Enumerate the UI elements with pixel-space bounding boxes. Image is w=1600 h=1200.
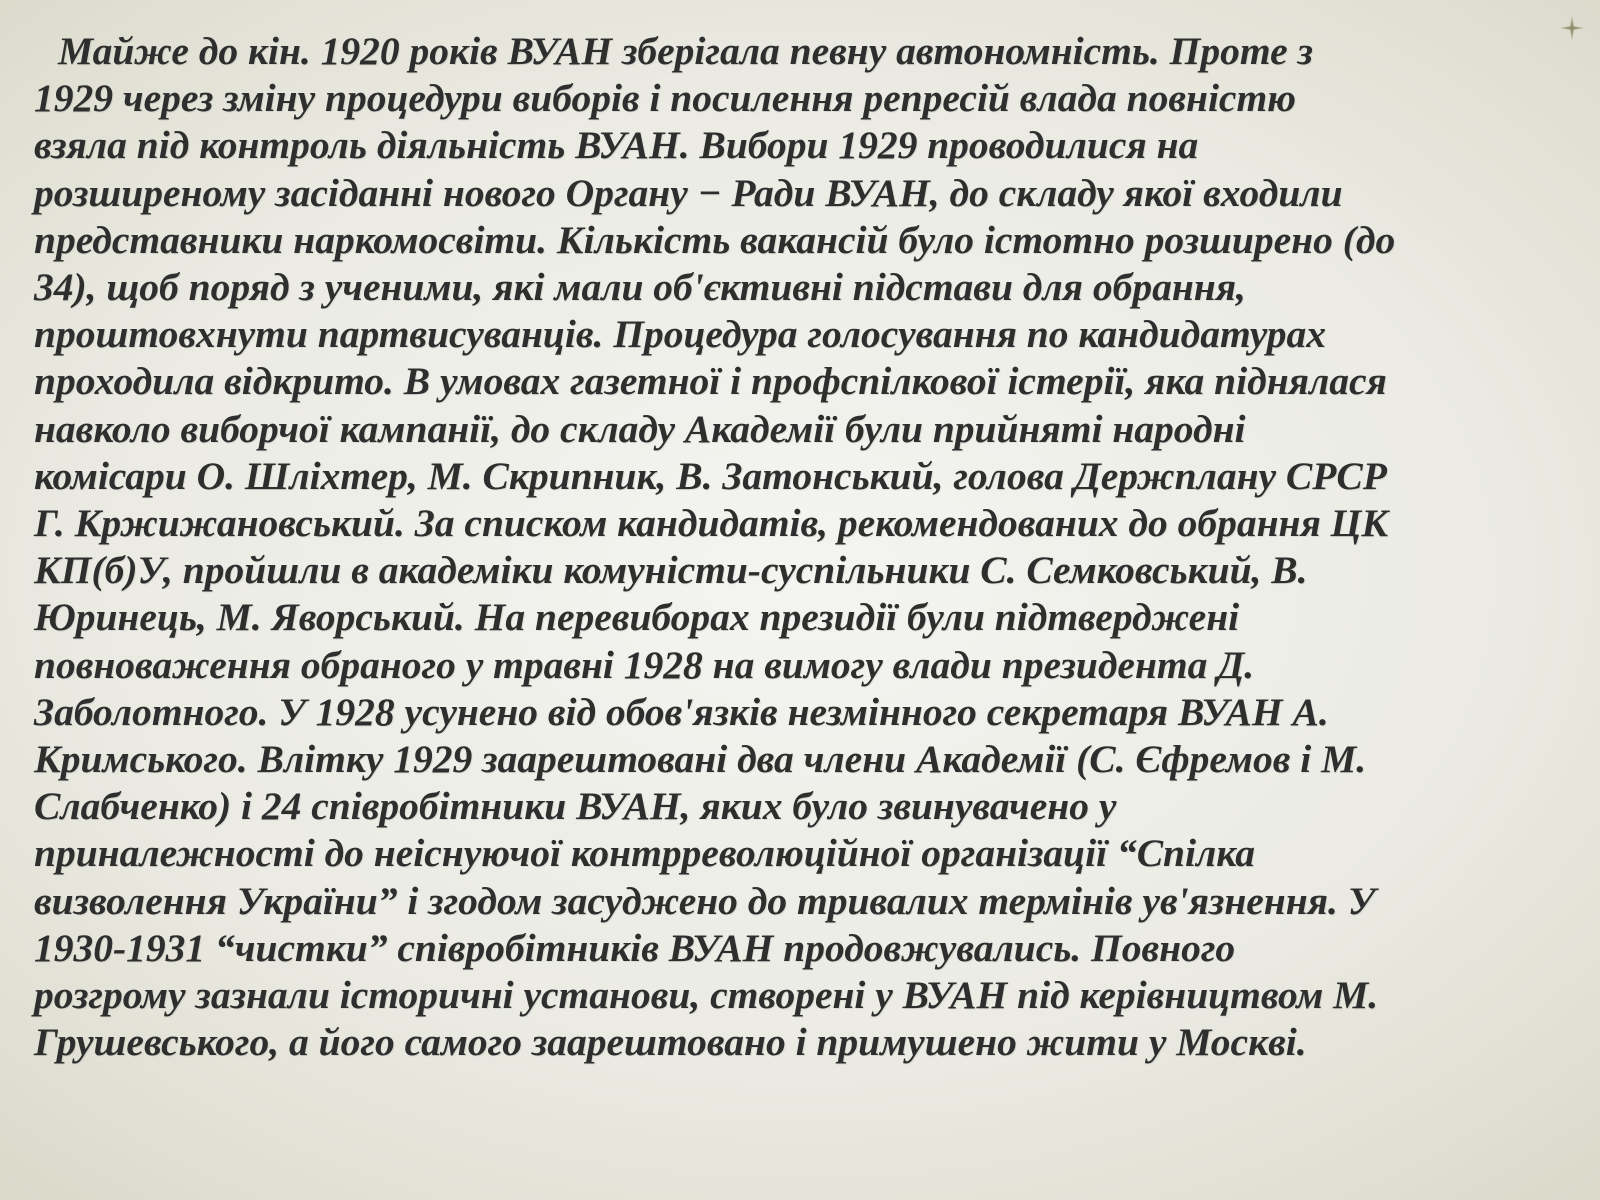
paragraph-line: Заболотного. У 1928 усунено від обов'язків незмінного секретаря ВУАН А. <box>34 689 1329 734</box>
paragraph-line: повноваження обраного у травні 1928 на вимогу влади президента Д. <box>34 642 1255 687</box>
paragraph-line: розгрому зазнали історичні установи, створені у ВУАН під керівництвом М. <box>34 973 1379 1018</box>
paragraph-line: Слабченко) і 24 співробітники ВУАН, яких було звинувачено у <box>34 784 1117 829</box>
paragraph-line: комісари О. Шліхтер, М. Скрипник, В. Затонський, голова Держплану СРСР <box>34 453 1387 498</box>
paragraph-line: навколо виборчої кампанії, до складу Академії були прийняті народні <box>34 406 1246 451</box>
paragraph-line: розширеному засіданні нового Органу − Ради ВУАН, до складу якої входили <box>34 170 1343 215</box>
paragraph-line: Грушевського, а його самого заарештовано і примушено жити у Москві. <box>34 1020 1307 1065</box>
paragraph-line: приналежності до неіснуючої контрреволюційної організації “Спілка <box>34 831 1256 876</box>
paragraph-line: представники наркомосвіти. Кількість вакансій було істотно розширено (до <box>34 217 1396 262</box>
paragraph-line: проходила відкрито. В умовах газетної і профспілкової істерії, яка піднялася <box>34 359 1387 404</box>
paragraph-line: 1929 через зміну процедури виборів і посилення репресій влада повністю <box>34 76 1297 121</box>
paragraph-line: Г. Кржижановський. За списком кандидатів, рекомендованих до обрання ЦК <box>34 501 1389 546</box>
paragraph-line: КП(б)У, пройшли в академіки комуністи-суспільники С. Семковський, В. <box>34 548 1308 593</box>
paragraph-line: проштовхнути партвисуванців. Процедура голосування по кандидатурах <box>34 312 1327 357</box>
paragraph-line: Юринець, М. Яворський. На перевиборах президії були підтверджені <box>34 595 1240 640</box>
paragraph-line: визволення України” і згодом засуджено до тривалих термінів ув'язнення. У <box>34 878 1376 923</box>
paragraph-line: 1930-1931 “чистки” співробітників ВУАН продовжувались. Повного <box>34 925 1236 970</box>
paragraph-line: взяла під контроль діяльність ВУАН. Вибори 1929 проводилися на <box>34 123 1199 168</box>
body-paragraph <box>34 28 1574 1066</box>
paragraph-line: Майже до кін. 1920 років ВУАН зберігала певну автономність. Проте з <box>58 29 1313 73</box>
paragraph-line: 34), щоб поряд з ученими, які мали об'єктивні підстави для обрання, <box>34 265 1246 310</box>
paragraph-line: Кримського. Влітку 1929 заарештовані два члени Академії (С. Єфремов і М. <box>34 737 1367 782</box>
